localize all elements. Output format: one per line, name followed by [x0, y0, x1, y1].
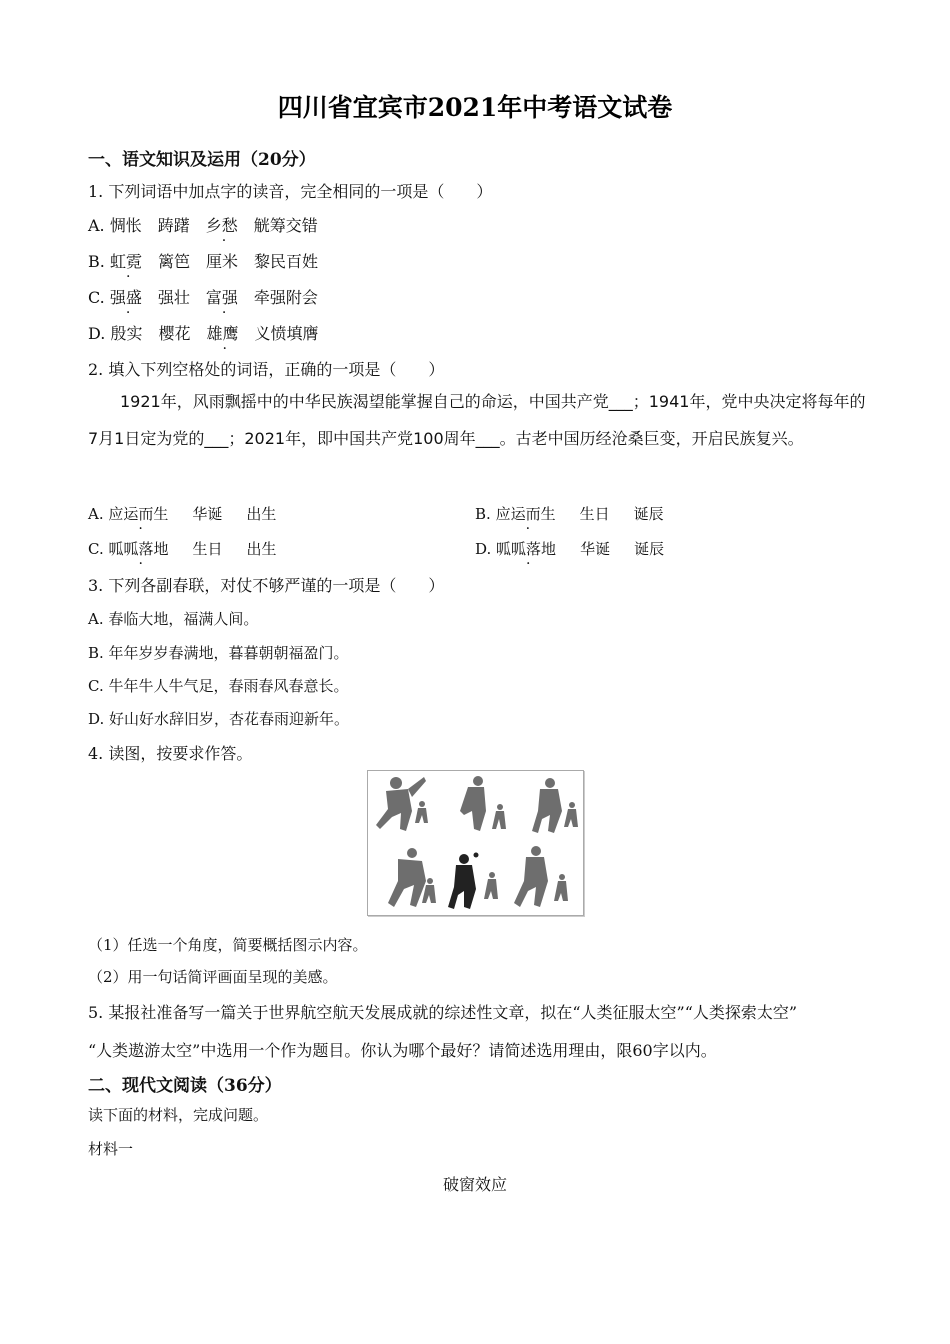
question-5-line-1: 5. 某报社准备写一篇关于世界航空航天发展成就的综述性文章，拟在“人类征服太空”“人类探索太空” — [88, 1003, 798, 1022]
reading-instruction: 读下面的材料，完成问题。 — [88, 1106, 269, 1124]
q4-sub-1: （1）任选一个角度，简要概括图示内容。 — [88, 936, 368, 954]
q1-option-b: B. 虹霓 篱笆 厘米 黎民百姓 — [88, 252, 318, 271]
section-heading-2: 二、现代文阅读（36分） — [88, 1076, 282, 1096]
q2-option-a: A. 应运而生 华诞 出生 — [88, 505, 277, 523]
question-1-stem: 1. 下列词语中加点字的读音，完全相同的一项是（ ） — [88, 182, 493, 201]
q3-option-a: A. 春临大地，福满人间。 — [88, 610, 259, 628]
q1-option-d: D. 殷实 樱花 雄鹰 义愤填膺 — [88, 324, 319, 343]
question-4-stem: 4. 读图，按要求作答。 — [88, 744, 253, 763]
q2-option-b: B. 应运而生 生日 诞辰 — [475, 505, 664, 523]
q4-sub-2: （2）用一句话简评画面呈现的美感。 — [88, 968, 338, 986]
question-2-stem: 2. 填入下列空格处的词语，正确的一项是（ ） — [88, 360, 445, 379]
q1-option-a: A. 惆怅 踌躇 乡愁 觥筹交错 — [88, 216, 318, 235]
section-heading-1: 一、语文知识及运用（20分） — [88, 150, 316, 170]
sports-silhouettes-image — [367, 770, 584, 916]
material-label: 材料一 — [88, 1140, 134, 1158]
question-3-stem: 3. 下列各副春联，对仗不够严谨的一项是（ ） — [88, 576, 445, 595]
question-5-line-2: “人类遨游太空”中选用一个作为题目。你认为哪个最好？请简述选用理由，限60字以内。 — [88, 1041, 717, 1060]
q3-option-d: D. 好山好水辞旧岁，杏花春雨迎新年。 — [88, 710, 350, 728]
q3-option-b: B. 年年岁岁春满地，暮暮朝朝福盈门。 — [88, 644, 349, 662]
q3-option-c: C. 牛年牛人牛气足，春雨春风春意长。 — [88, 677, 349, 695]
q1-option-c: C. 强盛 强壮 富强 牵强附会 — [88, 288, 318, 307]
q2-option-c: C. 呱呱落地 生日 出生 — [88, 540, 277, 558]
question-2-passage: 1921年，风雨飘摇中的中华民族渴望能掌握自己的命运，中国共产党___；1941年，党中央决定将每年的7月1日定为党的___；2021年，即中国共产党100周年___。古老中国历经沧桑巨变，开启民族复兴。 — [88, 392, 866, 448]
q2-option-d: D. 呱呱落地 华诞 诞辰 — [475, 540, 665, 558]
article-title: 破窗效应 — [442, 1175, 507, 1194]
page-title: 四川省宜宾市2021年中考语文试卷 — [277, 93, 673, 122]
